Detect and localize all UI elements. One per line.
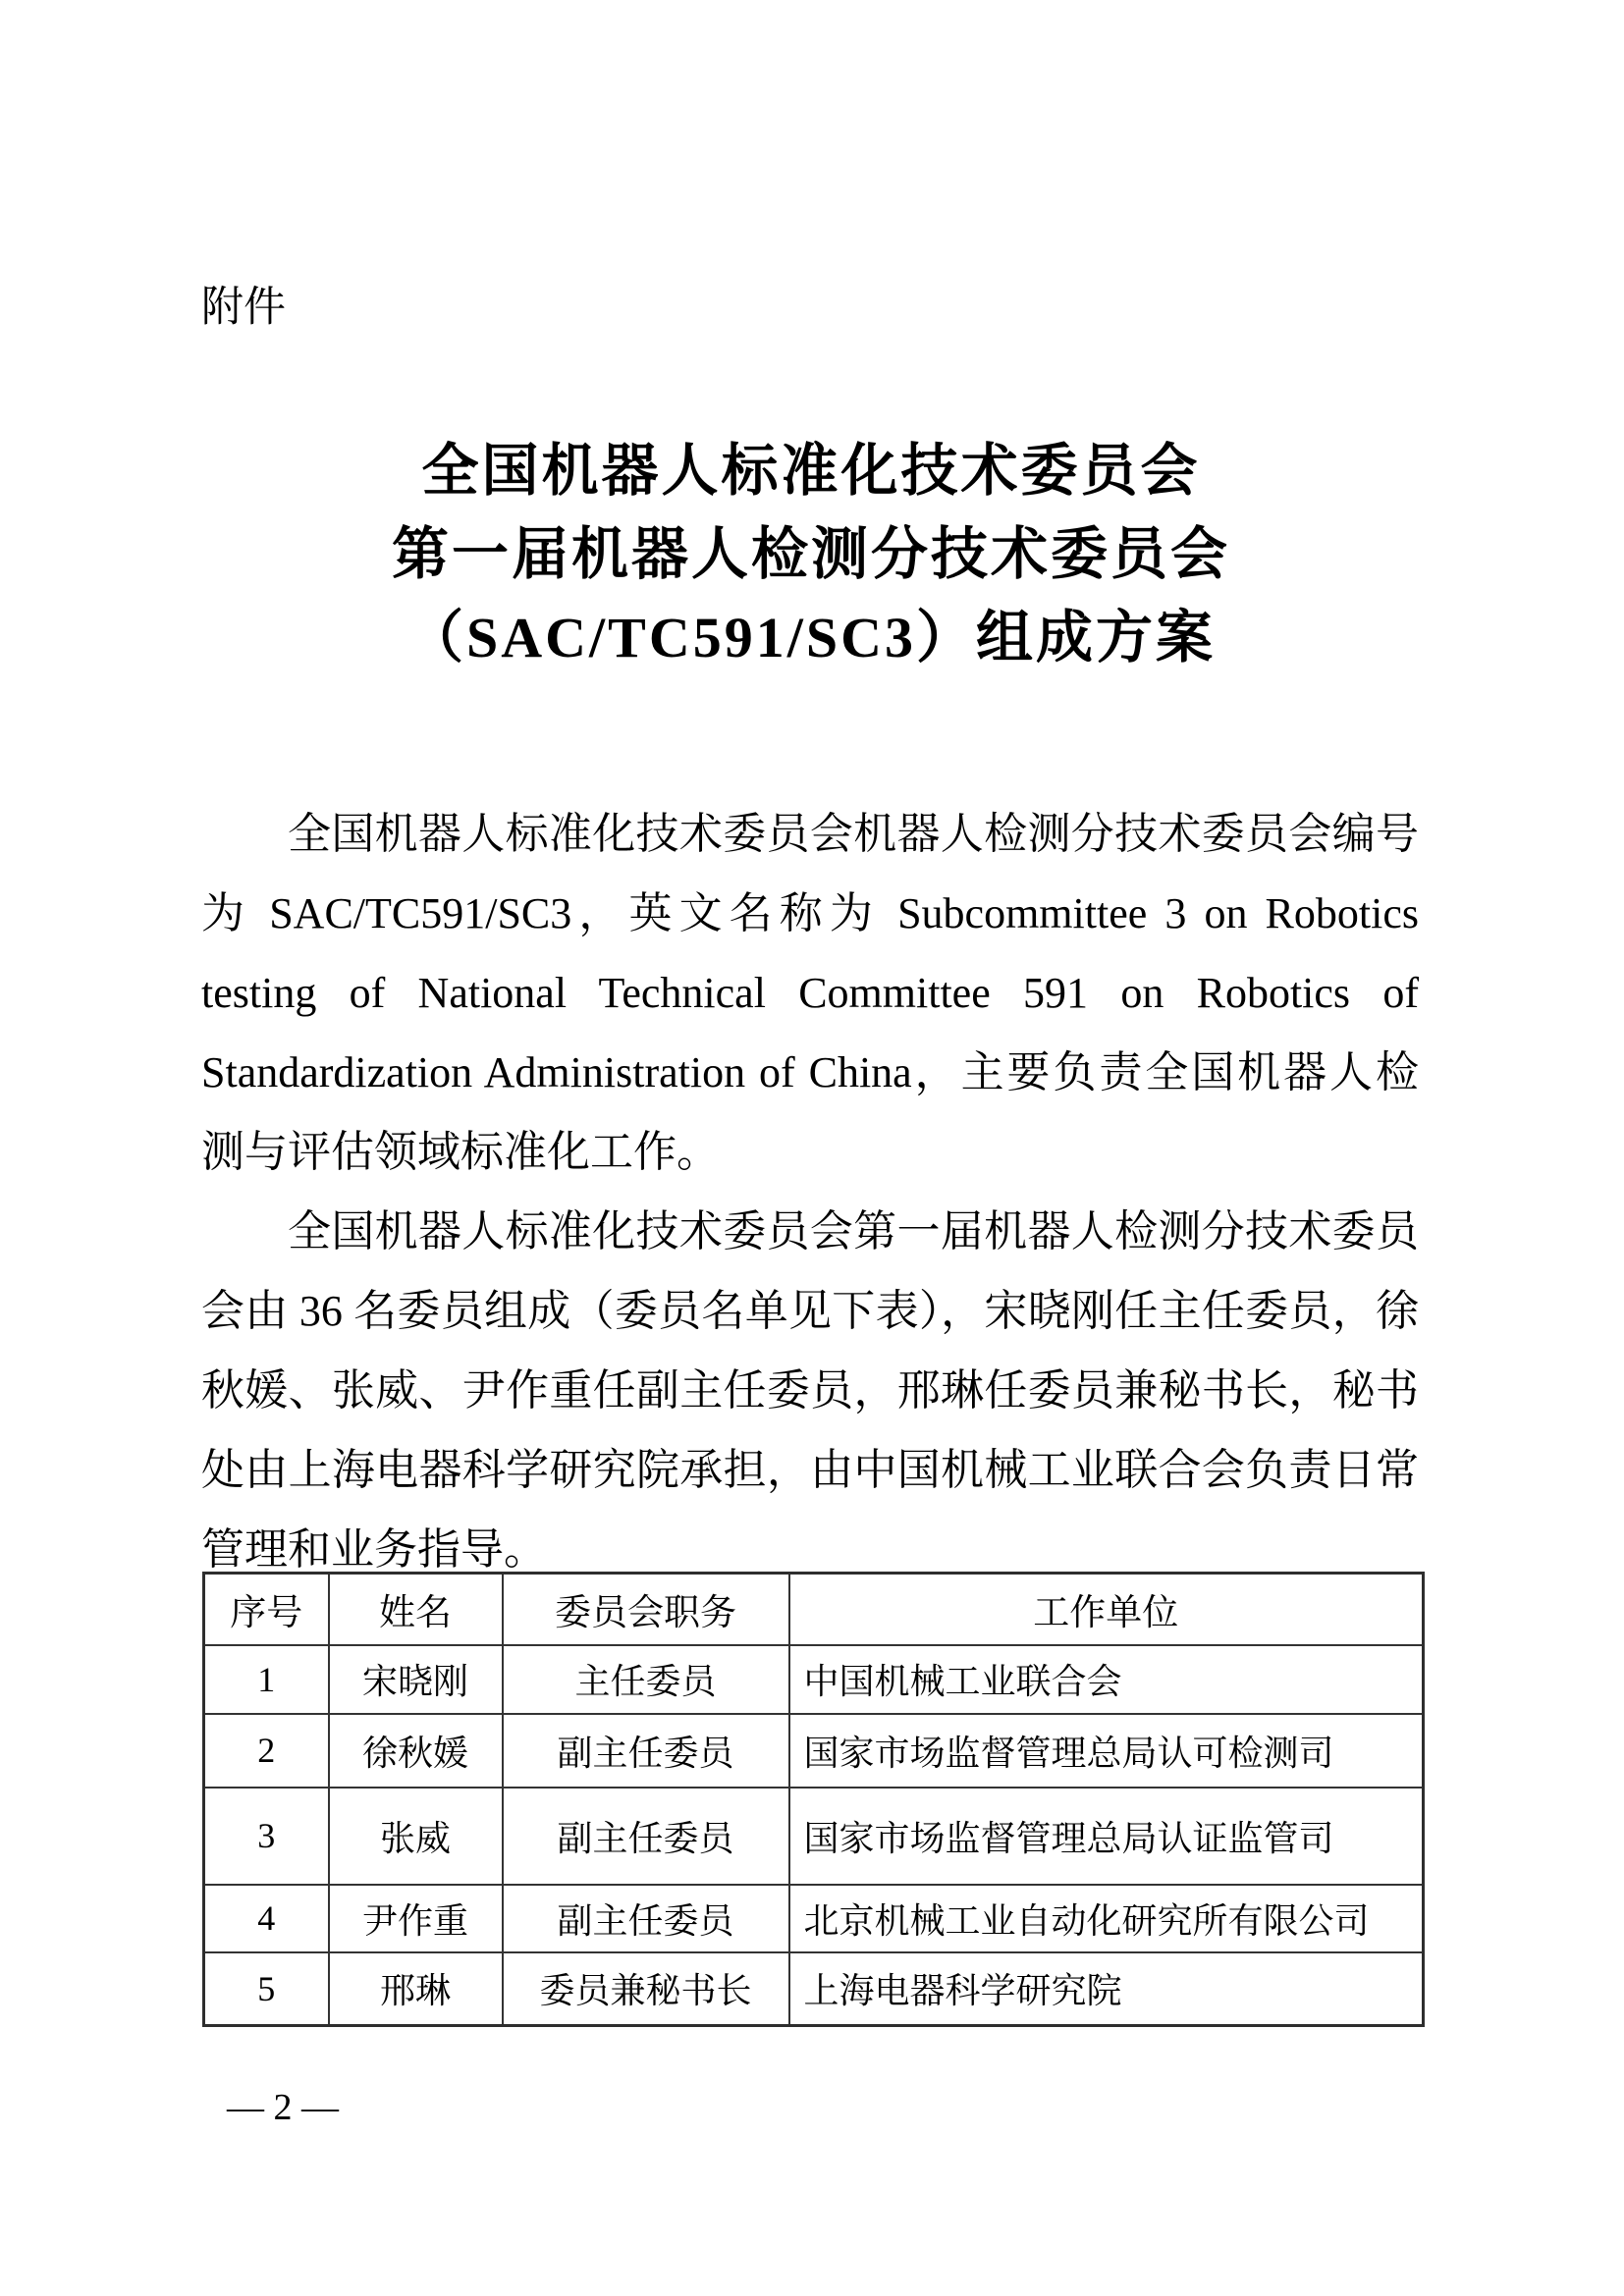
header-org: 工作单位	[789, 1574, 1424, 1645]
cell-org: 国家市场监督管理总局认可检测司	[789, 1714, 1424, 1788]
paragraph-1-line: 为 SAC/TC591/SC3，英文名称为 Subcommittee 3 on Robotics	[201, 889, 1419, 937]
header-seq: 序号	[204, 1574, 329, 1645]
title-line-2: 第一届机器人检测分技术委员会	[391, 522, 1230, 586]
cell-name: 邢琳	[329, 1952, 503, 2026]
members-table	[202, 1572, 1425, 2027]
paragraph-1-line: Standardization Administration of China，主要负责全国机器人检	[201, 1048, 1419, 1096]
paragraph-2-line: 秋媛、张威、尹作重任副主任委员，邢琳任委员兼秘书长，秘书	[201, 1366, 1419, 1415]
title-line-1: 全国机器人标准化技术委员会	[421, 439, 1201, 503]
cell-org: 国家市场监督管理总局认证监管司	[789, 1788, 1424, 1885]
page-number: — 2 —	[227, 2087, 339, 2128]
header-name: 姓名	[329, 1574, 503, 1645]
title-line-3: （SAC/TC591/SC3）组成方案	[406, 606, 1216, 669]
cell-role: 副主任委员	[503, 1788, 789, 1885]
table-row	[204, 1885, 1424, 1952]
cell-org: 中国机械工业联合会	[789, 1645, 1424, 1714]
header-role: 委员会职务	[503, 1574, 789, 1645]
paragraph-2-line: 会由 36 名委员组成（委员名单见下表），宋晓刚任主任委员，徐	[201, 1287, 1419, 1335]
cell-role: 主任委员	[503, 1645, 789, 1714]
paragraph-2-line: 处由上海电器科学研究院承担，由中国机械工业联合会负责日常	[201, 1446, 1419, 1494]
cell-seq: 3	[204, 1788, 329, 1885]
table-row	[204, 1645, 1424, 1714]
document-title	[202, 429, 1420, 679]
cell-org: 北京机械工业自动化研究所有限公司	[789, 1885, 1424, 1952]
cell-name: 宋晓刚	[329, 1645, 503, 1714]
table-row	[204, 1714, 1424, 1788]
cell-seq: 5	[204, 1952, 329, 2026]
cell-name: 尹作重	[329, 1885, 503, 1952]
attachment-label: 附件	[201, 284, 286, 331]
paragraph-1-line: testing of National Technical Committee 591 on Robotics of	[201, 969, 1419, 1017]
table-row	[204, 1788, 1424, 1885]
cell-role: 委员兼秘书长	[503, 1952, 789, 2026]
cell-role: 副主任委员	[503, 1714, 789, 1788]
cell-org: 上海电器科学研究院	[789, 1952, 1424, 2026]
table-header-row	[204, 1574, 1424, 1645]
cell-seq: 4	[204, 1885, 329, 1952]
table-row	[204, 1952, 1424, 2026]
paragraph-2-line: 全国机器人标准化技术委员会第一届机器人检测分技术委员	[288, 1207, 1419, 1255]
paragraph-1-line: 全国机器人标准化技术委员会机器人检测分技术委员会编号	[288, 810, 1419, 858]
cell-seq: 2	[204, 1714, 329, 1788]
cell-name: 张威	[329, 1788, 503, 1885]
paragraph-2-line: 管理和业务指导。	[201, 1525, 547, 1574]
body-text	[201, 794, 1419, 1589]
paragraph-1-line: 测与评估领域标准化工作。	[201, 1128, 720, 1176]
cell-role: 副主任委员	[503, 1885, 789, 1952]
cell-seq: 1	[204, 1645, 329, 1714]
cell-name: 徐秋媛	[329, 1714, 503, 1788]
